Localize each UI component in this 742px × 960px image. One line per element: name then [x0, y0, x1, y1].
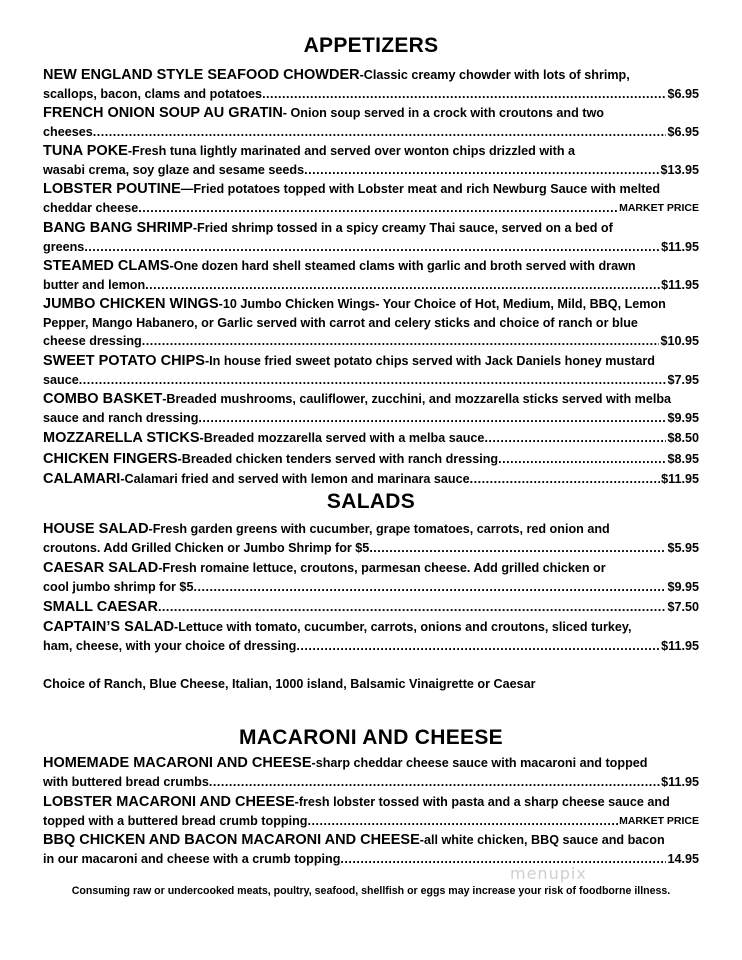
- menu-item: FRENCH ONION SOUP AU GRATIN- Onion soup served in a crock with croutons and two cheeses ..... $6.95: [43, 104, 699, 141]
- menu-item: HOMEMADE MACARONI AND CHEESE-sharp cheddar cheese sauce with macaroni and topped with buttered bread crumbs ..... $11.95: [43, 754, 699, 791]
- menu-item: LOBSTER MACARONI AND CHEESE-fresh lobster tossed with pasta and a sharp cheese sauce and topped with a buttered bread crumb topping ..... MARKET PRICE: [43, 793, 699, 830]
- watermark: menupix: [510, 864, 587, 883]
- menu-item: BBQ CHICKEN AND BACON MACARONI AND CHEESE-all white chicken, BBQ sauce and bacon in our macaroni and cheese with a crumb topping ..... 14.95: [43, 831, 699, 868]
- menu-item: BANG BANG SHRIMP-Fried shrimp tossed in a spicy creamy Thai sauce, served on a bed of greens ..... $11.95: [43, 219, 699, 256]
- menu-item: SMALL CAESAR ..... $7.50: [43, 598, 699, 617]
- menu-item: CAESAR SALAD-Fresh romaine lettuce, croutons, parmesan cheese. Add grilled chicken or cool jumbo shrimp for $5 ..... $9.95: [43, 559, 699, 596]
- menu-item: CALAMARI -Calamari fried and served with lemon and marinara sauce ..... $11.95: [43, 470, 699, 489]
- menu-item: STEAMED CLAMS-One dozen hard shell steamed clams with garlic and broth served with drawn butter and lemon ..... $11.95: [43, 257, 699, 294]
- menu-item: LOBSTER POUTINE—Fried potatoes topped with Lobster meat and rich Newburg Sauce with melted cheddar cheese ..... MARKET PRICE: [43, 180, 699, 217]
- menu-item: HOUSE SALAD-Fresh garden greens with cucumber, grape tomatoes, carrots, red onion and croutons. Add Grilled Chicken or Jumbo Shrimp for $5 ..... $5.95: [43, 520, 699, 557]
- menu-item: JUMBO CHICKEN WINGS-10 Jumbo Chicken Wings- Your Choice of Hot, Medium, Mild, BBQ, Lemon Pepper, Mango Habanero, or Garlic served with carrot and celery sticks and choice of ranch or blue cheese dressing ..... $10.95: [43, 295, 699, 351]
- menu-item: CHICKEN FINGERS -Breaded chicken tenders served with ranch dressing ..... $8.95: [43, 450, 699, 469]
- dressing-note: Choice of Ranch, Blue Cheese, Italian, 1000 island, Balsamic Vinaigrette or Caesar: [43, 677, 536, 691]
- menu-item: NEW ENGLAND STYLE SEAFOOD CHOWDER-Classic creamy chowder with lots of shrimp, scallops, bacon, clams and potatoes ..... $6.95: [43, 66, 699, 103]
- menu-item: MOZZARELLA STICKS -Breaded mozzarella served with a melba sauce ..... $8.50: [43, 429, 699, 448]
- salads-title: SALADS: [326, 490, 416, 513]
- menu-item: TUNA POKE-Fresh tuna lightly marinated and served over wonton chips drizzled with a wasabi crema, soy glaze and sesame seeds ..... $13.95: [43, 142, 699, 179]
- foodborne-disclaimer: Consuming raw or undercooked meats, poultry, seafood, shellfish or eggs may increase your risk of foodborne illness.: [71, 885, 671, 897]
- appetizers-title: APPETIZERS: [303, 34, 439, 57]
- menu-item: SWEET POTATO CHIPS-In house fried sweet potato chips served with Jack Daniels honey mustard sauce ..... $7.95: [43, 352, 699, 389]
- mac-title: MACARONI AND CHEESE: [239, 726, 503, 749]
- menu-item: CAPTAIN’S SALAD-Lettuce with tomato, cucumber, carrots, onions and croutons, sliced turkey, ham, cheese, with your choice of dressing ..... $11.95: [43, 618, 699, 655]
- menu-item: COMBO BASKET-Breaded mushrooms, cauliflower, zucchini, and mozzarella sticks served with melba sauce and ranch dressing ..... $9.95: [43, 390, 699, 427]
